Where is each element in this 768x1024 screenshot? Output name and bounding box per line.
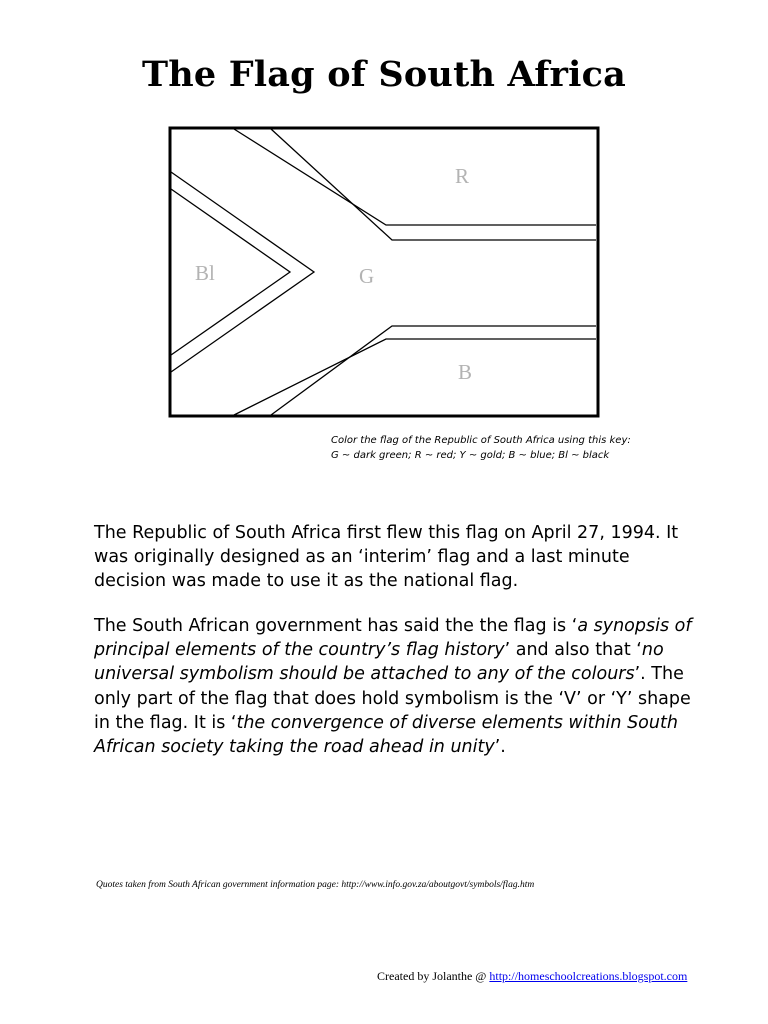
flag-label-black: Bl: [195, 261, 215, 285]
flag-triangle-outer: [171, 172, 314, 372]
flag-lower-outer-edge: [234, 339, 596, 415]
credit-line: [377, 969, 687, 984]
flag-upper-inner-edge: [271, 129, 596, 240]
flag-drawing: [168, 126, 600, 418]
text-segment: ’.: [494, 737, 506, 758]
symbolism-paragraph: [94, 614, 694, 759]
flag-border: [170, 128, 598, 416]
source-note: Quotes taken from South African government information page: http://www.info.gov.za/aboutgovt/symbols/flag.htm: [96, 880, 535, 890]
blog-link[interactable]: http://homeschoolcreations.blogspot.com: [489, 969, 688, 983]
flag-label-red: R: [455, 164, 470, 188]
caption-line-1: Color the flag of the Republic of South Africa using this key:: [331, 435, 631, 446]
text-segment: ’. The only part of the flag that does hold symbolism is the ‘V’ or ‘Y’ shape in the flag. It is ‘: [94, 664, 691, 733]
flag-label-blue: B: [458, 360, 473, 384]
history-paragraph: The Republic of South Africa first flew this flag on April 27, 1994. It was originally designed as an ‘interim’ flag and a last minute decision was made to use it as the national flag.: [94, 523, 679, 592]
flag-upper-outer-edge: [234, 129, 596, 225]
flag-label-green: G: [359, 264, 375, 288]
credit-text: Created by Jolanthe @: [377, 969, 490, 983]
text-segment: ’ and also that ‘: [504, 640, 642, 661]
text-segment: The South African government has said the the flag is ‘: [94, 616, 578, 636]
quote-flag-history: a synopsis of principal elements of the country’s flag history: [94, 616, 692, 661]
quote-no-symbolism: no universal symbolism should be attached to any of the colours: [94, 640, 664, 685]
page-title: The Flag of South Africa: [142, 54, 626, 95]
color-key-caption: [331, 433, 751, 463]
quote-convergence: the convergence of diverse elements within South African society taking the road ahead in unity: [94, 712, 678, 758]
flag-outline: [168, 126, 600, 418]
caption-line-2: G ~ dark green; R ~ red; Y ~ gold; B ~ blue; Bl ~ black: [331, 450, 610, 461]
